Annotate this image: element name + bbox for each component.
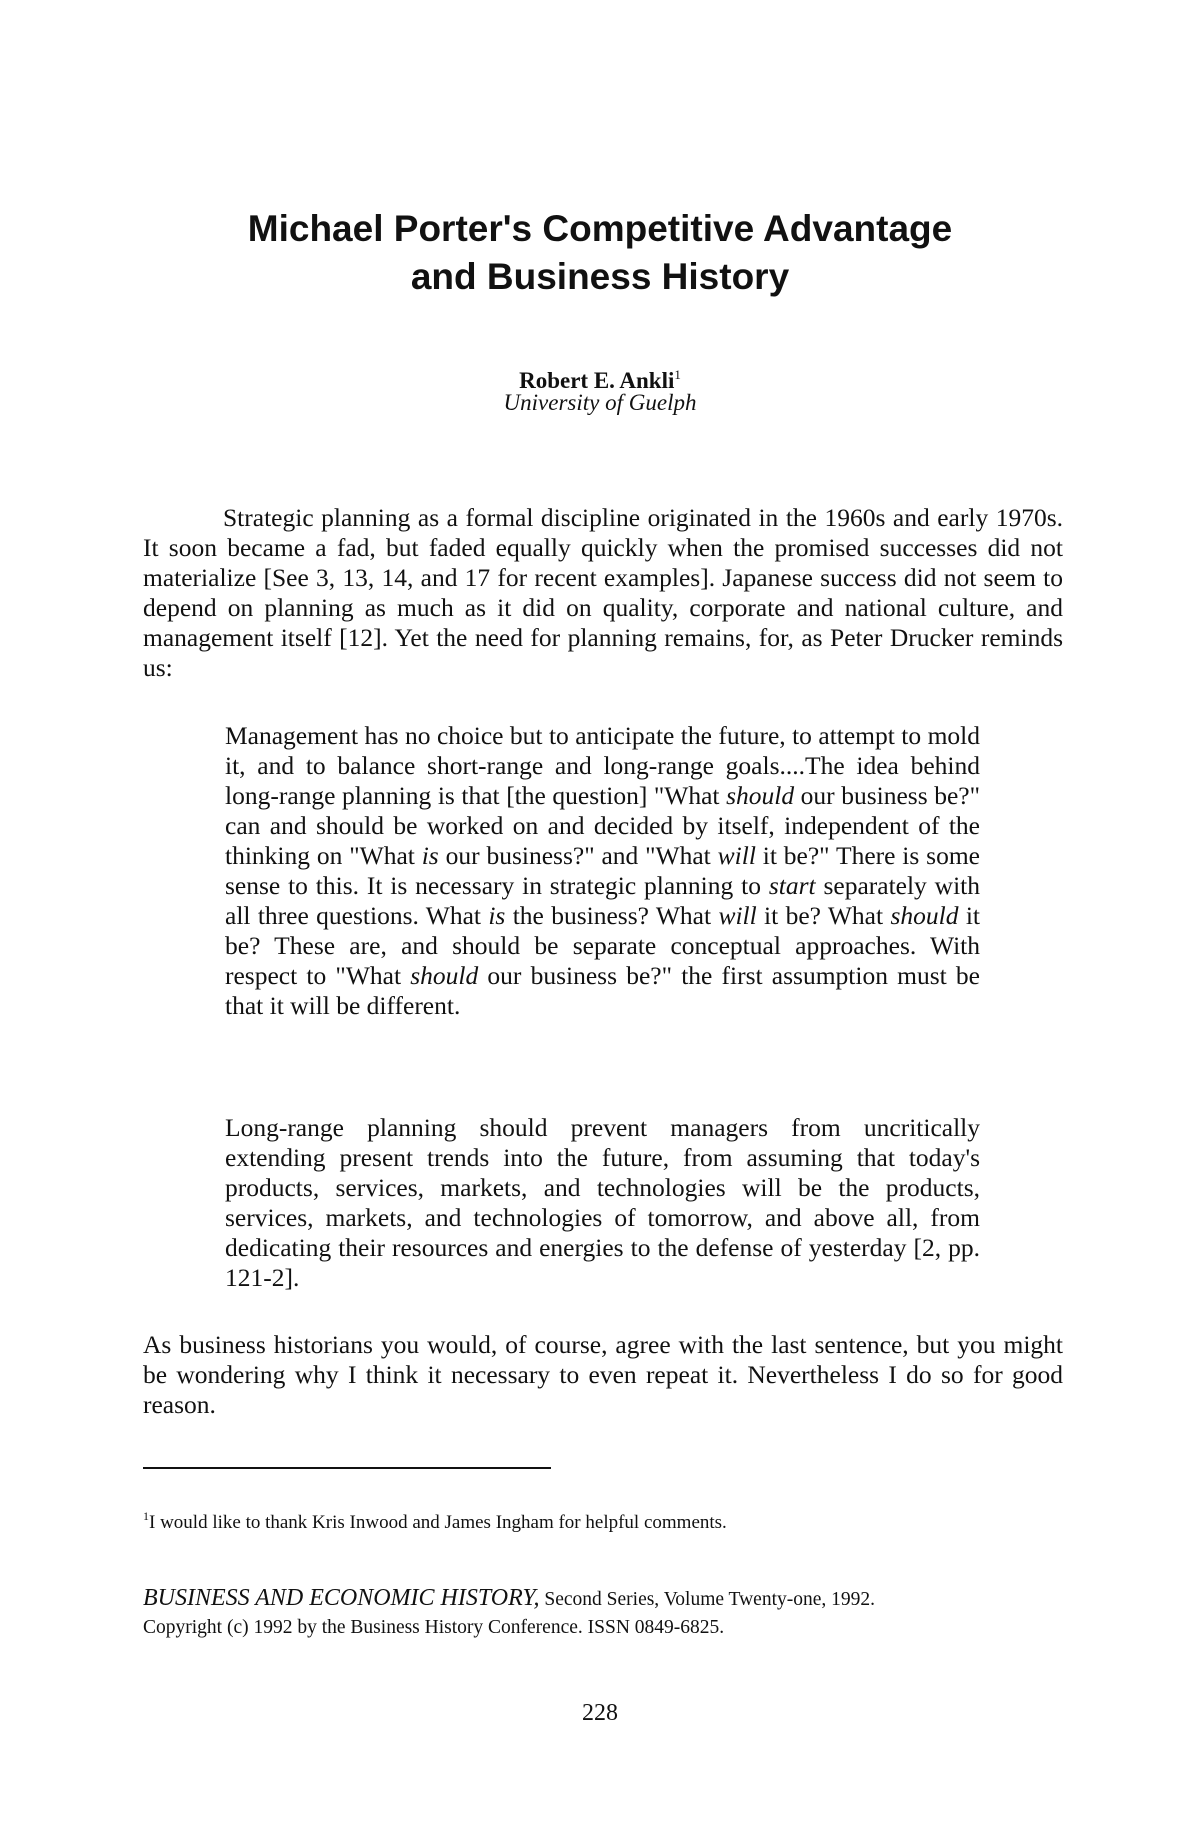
- quote1-text-5: separately with all three questions. What: [225, 871, 980, 930]
- quote1-emphasis-3: will: [717, 841, 756, 870]
- quote1-emphasis-5: is: [488, 901, 506, 930]
- block-quote-2: Long-range planning should prevent managers from uncritically extending present trends into the future, from assuming that today's products, services, markets, and technologies will be the products, services, markets, and technologies of tomorrow, and above all, from dedicating their resources and energies to the defense of yesterday [2, pp. 121-2].: [225, 1113, 980, 1292]
- quote1-text-9: our business be?" the first assumption must be that it will be different.: [225, 961, 980, 1020]
- journal-name: BUSINESS AND ECONOMIC HISTORY,: [143, 1585, 540, 1611]
- paragraph-2: As business historians you would, of course, agree with the last sentence, but you might be wondering why I think it necessary to even repeat it. Nevertheless I do so for good reason.: [143, 1330, 1063, 1419]
- paragraph-1: Strategic planning as a formal discipline originated in the 1960s and early 1970s. It soon became a fad, but faded equally quickly when the promised successes did not materialize [See 3, 13, 14, and 17 for recent examples]. Japanese success did not seem to depend on planning as much as it did on quality, corporate and national culture, and management itself [12]. Yet the need for planning remains, for, as Peter Drucker reminds us:: [143, 503, 1063, 682]
- quote1-text-6: the business? What: [505, 901, 719, 930]
- quote1-text-4: it be?" There is some sense to this. It is necessary in strategic planning to: [225, 841, 981, 900]
- copyright-notice: Copyright (c) 1992 by the Business History Conference. ISSN 0849-6825.: [143, 1617, 725, 1638]
- quote1-emphasis-2: is: [421, 841, 439, 870]
- journal-citation: [143, 1582, 1073, 1616]
- quote1-emphasis-7: should: [890, 901, 959, 930]
- footnote-mark: 1: [143, 1509, 149, 1523]
- block-quote-1: [225, 721, 980, 1021]
- quote1-emphasis-8: should: [410, 961, 479, 990]
- article-title: [0, 205, 1200, 301]
- quote1-emphasis-1: should: [726, 781, 795, 810]
- quote1-text-7: it be? What: [756, 901, 891, 930]
- author-affiliation: University of Guelph: [503, 390, 697, 415]
- quote1-text-3: our business?" and "What: [438, 841, 718, 870]
- footnote: [143, 1503, 1063, 1536]
- quote1-emphasis-6: will: [718, 901, 757, 930]
- journal-details: Second Series, Volume Twenty-one, 1992.: [539, 1589, 876, 1610]
- page-number: 228: [582, 1700, 618, 1726]
- author-footnote-mark: 1: [674, 367, 681, 382]
- title-line-1: Michael Porter's Competitive Advantage: [247, 208, 953, 249]
- quote1-text-8: it be? These are, and should be separate conceptual approaches. With respect to "What: [225, 901, 980, 990]
- footnote-text: I would like to thank Kris Inwood and James Ingham for helpful comments.: [149, 1512, 727, 1533]
- author-name-text: Robert E. Ankli: [519, 368, 675, 393]
- quote1-text-1: Management has no choice but to anticipate the future, to attempt to mold it, and to balance short-range and long-range goals....The idea behind long-range planning is that [the question] "What: [225, 721, 980, 810]
- title-line-2: and Business History: [410, 256, 790, 297]
- quote1-text-2: our business be?" can and should be worked on and decided by itself, independent of the thinking on "What: [225, 781, 980, 870]
- footnote-divider: [143, 1467, 551, 1469]
- quote1-emphasis-4: start: [768, 871, 816, 900]
